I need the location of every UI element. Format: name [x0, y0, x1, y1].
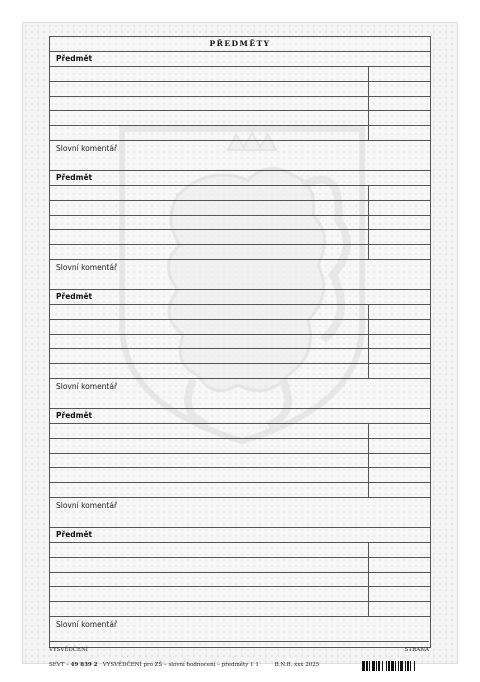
table-row	[50, 186, 430, 201]
entry-cell	[50, 468, 368, 482]
subject-label: Předmět	[50, 409, 430, 424]
grade-cell	[368, 454, 430, 468]
entry-cell	[50, 454, 368, 468]
table-row	[50, 97, 430, 112]
grade-cell	[368, 468, 430, 482]
page-footer	[49, 641, 429, 653]
entry-cell	[50, 602, 368, 616]
table-row	[50, 468, 430, 483]
grade-cell	[368, 216, 430, 230]
grade-cell	[368, 335, 430, 349]
entry-cell	[50, 230, 368, 244]
grade-cell	[368, 320, 430, 334]
entry-cell	[50, 364, 368, 378]
grade-cell	[368, 587, 430, 601]
table-row	[50, 454, 430, 469]
grade-cell	[368, 126, 430, 140]
entry-cell	[50, 111, 368, 125]
table-row	[50, 424, 430, 439]
entry-cell	[50, 320, 368, 334]
grade-cell	[368, 349, 430, 363]
document-type-label: VYSVĚDČENÍ	[49, 647, 88, 653]
entry-cell	[50, 335, 368, 349]
form-code: 49 839 2	[70, 662, 98, 668]
table-row	[50, 364, 430, 379]
table-row	[50, 67, 430, 82]
entry-cell	[50, 349, 368, 363]
table-row	[50, 305, 430, 320]
print-info	[49, 662, 319, 668]
entry-cell	[50, 305, 368, 319]
table-row	[50, 558, 430, 573]
entry-cell	[50, 216, 368, 230]
table-row	[50, 82, 430, 97]
entry-cell	[50, 587, 368, 601]
entry-cell	[50, 483, 368, 497]
grade-cell	[368, 364, 430, 378]
form-description: VYSVĚDČENÍ pro ZŠ – slovní hodnocení – předměty 1 1	[102, 662, 259, 668]
barcode-bar	[415, 661, 417, 671]
table-row	[50, 573, 430, 588]
table-row	[50, 587, 430, 602]
barcode	[362, 661, 432, 671]
table-row	[50, 230, 430, 245]
comment-label: Slovní komentář	[50, 498, 430, 528]
grade-cell	[368, 602, 430, 616]
grade-cell	[368, 305, 430, 319]
subject-label: Předmět	[50, 528, 430, 543]
table-row	[50, 320, 430, 335]
comment-label: Slovní komentář	[50, 379, 430, 409]
table-row	[50, 602, 430, 617]
subject-section	[50, 290, 430, 409]
subjects-table	[49, 36, 431, 648]
grade-cell	[368, 97, 430, 111]
entry-cell	[50, 543, 368, 557]
table-row	[50, 111, 430, 126]
grade-cell	[368, 424, 430, 438]
subject-label: Předmět	[50, 290, 430, 305]
page-label: STRANA	[404, 647, 429, 653]
table-row	[50, 245, 430, 260]
table-row	[50, 335, 430, 350]
table-row	[50, 543, 430, 558]
table-title: PŘEDMĚTY	[50, 37, 430, 52]
table-row	[50, 126, 430, 141]
entry-cell	[50, 67, 368, 81]
grade-cell	[368, 186, 430, 200]
grade-cell	[368, 543, 430, 557]
table-row	[50, 201, 430, 216]
grade-cell	[368, 558, 430, 572]
entry-cell	[50, 424, 368, 438]
entry-cell	[50, 186, 368, 200]
grade-cell	[368, 67, 430, 81]
grade-cell	[368, 230, 430, 244]
grade-cell	[368, 201, 430, 215]
grade-cell	[368, 111, 430, 125]
subject-label: Předmět	[50, 52, 430, 67]
entry-cell	[50, 82, 368, 96]
comment-label: Slovní komentář	[56, 619, 118, 629]
grade-cell	[368, 573, 430, 587]
grade-cell	[368, 439, 430, 453]
table-row	[50, 483, 430, 498]
grade-cell	[368, 483, 430, 497]
entry-cell	[50, 126, 368, 140]
entry-cell	[50, 245, 368, 259]
subject-label: Předmět	[50, 171, 430, 186]
grade-cell	[368, 82, 430, 96]
subject-section	[50, 171, 430, 290]
print-reference: B.N.B. xxx 2025	[274, 662, 320, 668]
comment-label: Slovní komentář	[50, 141, 430, 171]
entry-cell	[50, 439, 368, 453]
subject-section	[50, 52, 430, 171]
table-row	[50, 349, 430, 364]
entry-cell	[50, 558, 368, 572]
grade-cell	[368, 245, 430, 259]
subject-section	[50, 528, 430, 647]
subject-section	[50, 409, 430, 528]
table-row	[50, 216, 430, 231]
table-row	[50, 439, 430, 454]
publisher: SEVT –	[49, 662, 69, 668]
entry-cell	[50, 573, 368, 587]
comment-label: Slovní komentář	[50, 260, 430, 290]
entry-cell	[50, 201, 368, 215]
entry-cell	[50, 97, 368, 111]
